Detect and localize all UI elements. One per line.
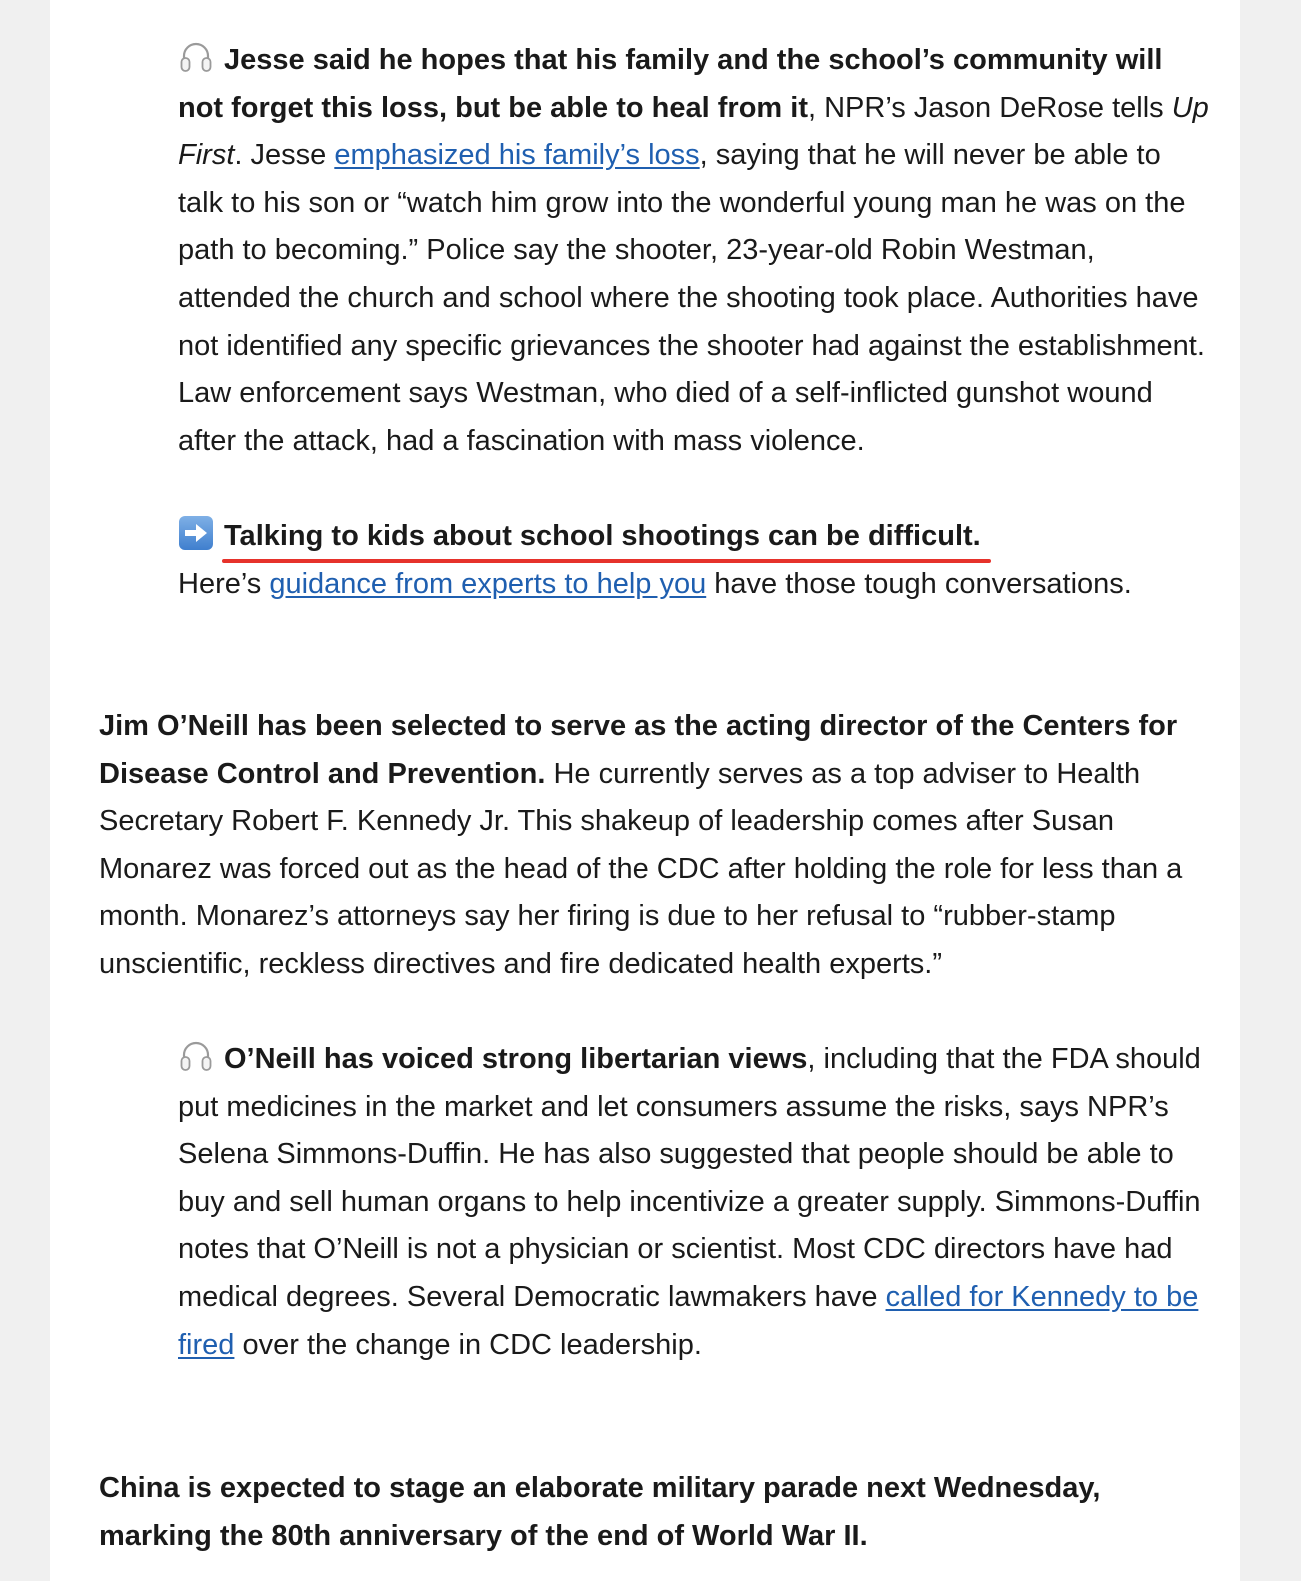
paragraph-text: , saying that he will never be able to talk to his son or “watch him grow into the wonderful young man he was on the path to becoming.” Police say the shooter, 23-year-old Robin Westman, attended the church and school where the shooting took place. Authorities have not identified any specific grievances the shooter had against the establishment. Law enforcement says Westman, who died of a self-inflicted gunshot wound after the attack, had a fascination with mass violence. xyxy=(178,139,1205,457)
bold-lead: Jim O’Neill has been selected to serve as the acting director of the Centers for Disease Control and Prevention. xyxy=(99,710,1178,790)
highlighted-heading xyxy=(224,513,981,561)
headphones-icon xyxy=(178,39,214,75)
paragraph-text: have those tough conversations. xyxy=(706,567,1132,600)
right-arrow-icon xyxy=(178,515,214,551)
bold-lead: O’Neill has voiced strong libertarian views xyxy=(224,1043,808,1075)
oneill-views-paragraph xyxy=(178,1036,1213,1369)
bold-lead: Talking to kids about school shootings can be difficult. xyxy=(224,520,981,552)
paragraph-text: , NPR’s Jason DeRose tells xyxy=(807,91,1172,124)
newsletter-page xyxy=(50,0,1240,1581)
red-underline xyxy=(222,559,991,563)
family-loss-link[interactable]: emphasized his family’s loss xyxy=(334,139,700,172)
bold-lead: Jesse said he hopes that his family and the school’s community will not forget this loss, but be able to heal from it xyxy=(178,44,1163,124)
headphones-icon xyxy=(178,1038,214,1074)
china-parade-paragraph xyxy=(99,1465,1159,1560)
paragraph-text: . Jesse xyxy=(234,139,335,172)
paragraph-text: over the change in CDC leadership. xyxy=(234,1328,702,1361)
paragraph-text: He currently serves as a top adviser to Health Secretary Robert F. Kennedy Jr. This shakeup of leadership comes after Susan Monarez was forced out as the head of the CDC after holding the role for less than a month. Monarez’s attorneys say her firing is due to her refusal to “rubber-stamp unscientific, reckless directives and fire dedicated health experts.” xyxy=(99,757,1183,980)
talking-to-kids-paragraph xyxy=(178,513,1213,608)
paragraph-text: , including that the FDA should put medicines in the market and let consumers assume the risks, says NPR’s Selena Simmons-Duffin. He has also suggested that people should be able to buy and sell human organs to help incentivize a greater supply. Simmons-Duffin notes that O’Neill is not a physician or scientist. Most CDC directors have had medical degrees. Several Democratic lawmakers have xyxy=(178,1043,1201,1313)
show-title: Up First xyxy=(178,91,1209,172)
expert-guidance-link[interactable]: guidance from experts to help you xyxy=(269,567,707,600)
story-jesse-paragraph xyxy=(178,37,1213,465)
paragraph-text: Here’s xyxy=(178,567,270,600)
kennedy-fired-link[interactable]: called for Kennedy to be fired xyxy=(178,1280,1199,1361)
bold-lead: China is expected to stage an elaborate military parade next Wednesday, marking the 80th anniversary of the end of World War II. xyxy=(99,1472,1101,1552)
cdc-director-paragraph xyxy=(99,703,1209,989)
